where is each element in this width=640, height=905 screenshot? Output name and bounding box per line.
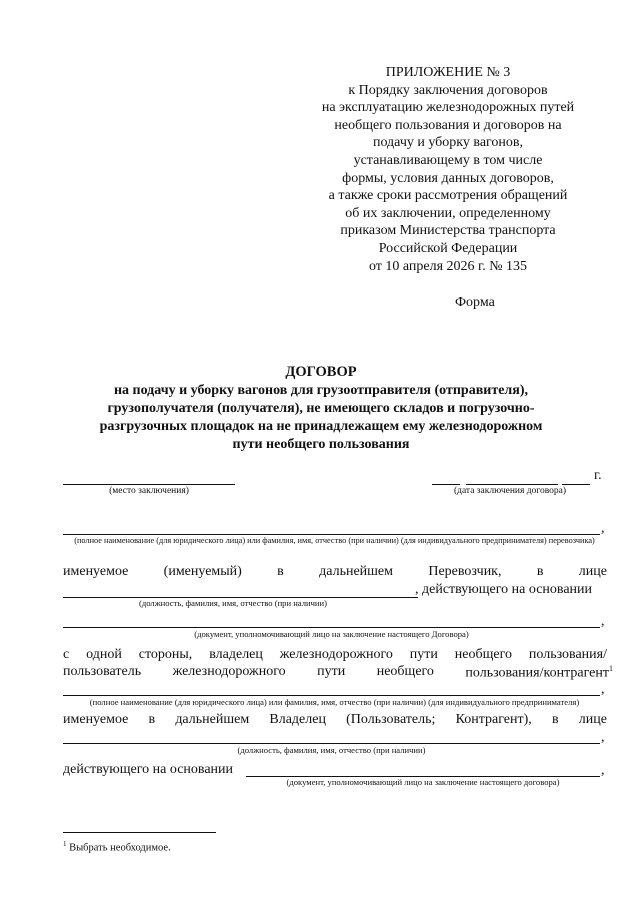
footnote-text: Выбрать необходимое.	[69, 842, 171, 854]
owner-line-2	[63, 664, 613, 682]
appendix-line: формы, условия данных договоров,	[342, 170, 554, 186]
owner-named-word: именуемое	[63, 712, 129, 727]
owner-line-1: с одной стороны, владелец железнодорожного пути необщего пользования/	[63, 647, 607, 662]
carrier-named-word: дальнейшем	[319, 564, 394, 579]
carrier-name-line	[63, 534, 600, 535]
footnote-ref: 1	[608, 664, 613, 673]
title-sub-line: пути необщего пользования	[232, 437, 410, 452]
owner-line-2-word: пути	[317, 664, 346, 679]
appendix-line: приказом Министерства транспорта	[340, 223, 556, 239]
date-caption: (дата заключения договора)	[453, 486, 567, 496]
carrier-document-comma: ,	[601, 614, 605, 629]
owner-position-comma: ,	[601, 730, 605, 745]
appendix-line: об их заключении, определенному	[345, 205, 551, 221]
document-title	[96, 362, 546, 454]
owner-named-word: в	[551, 712, 559, 727]
date-year-line	[562, 484, 590, 485]
appendix-line: от 10 апреля 2026 г. № 135	[368, 258, 528, 274]
appendix-line: на эксплуатацию железнодорожных путей	[321, 100, 575, 116]
date-day-line	[432, 484, 460, 485]
title-main: ДОГОВОР	[285, 364, 357, 380]
appendix-line: устанавливающему в том числе	[353, 152, 543, 168]
carrier-named-line	[63, 564, 607, 580]
owner-named-word: лице	[578, 712, 607, 727]
footnote-number: 1	[63, 840, 67, 848]
place-caption: (место заключения)	[109, 486, 189, 496]
owner-named-word: дальнейшем	[175, 712, 250, 727]
owner-name-comma: ,	[601, 682, 605, 697]
appendix-line: а также сроки рассмотрения обращений	[328, 188, 568, 204]
appendix-line: необщего пользования и договоров на	[334, 117, 562, 133]
carrier-position-caption: (должность, фамилия, имя, отчество (при наличии)	[139, 598, 327, 608]
owner-named-word: (Пользователь;	[346, 712, 436, 727]
carrier-named-word: именуемое	[63, 564, 129, 579]
place-field-line	[63, 484, 235, 485]
appendix-line: к Порядку заключения договоров	[348, 82, 548, 98]
form-label: Форма	[455, 295, 495, 310]
year-suffix: г.	[594, 468, 602, 483]
carrier-named-word: в	[277, 564, 284, 579]
carrier-name-caption: (полное наименование (для юридического лица) или фамилия, имя, отчество (при наличии) (для индивидуального предпринимателя) перевозчика)	[74, 536, 595, 545]
owner-document-comma: ,	[601, 763, 605, 778]
title-sub-line: грузополучателя (получателя), не имеющего складов и погрузочно-	[107, 401, 535, 416]
carrier-named-word: Перевозчик,	[428, 564, 502, 579]
owner-position-caption: (должность, фамилия, имя, отчество (при наличии)	[237, 745, 426, 755]
owner-acting-basis: действующего на основании	[63, 762, 234, 777]
owner-position-line	[63, 743, 600, 744]
owner-document-caption: (документ, уполномочивающий лицо на заключение настоящего договора)	[286, 777, 560, 787]
owner-line-2-word: необщего	[376, 664, 434, 679]
owner-named-word: Владелец	[269, 712, 326, 727]
owner-line-2-word: пользователь	[63, 664, 142, 679]
carrier-name-comma: ,	[601, 521, 605, 536]
carrier-document-caption: (документ, уполномочивающий лицо на заключение настоящего Договора)	[194, 629, 469, 639]
owner-line-2-word: железнодорожного	[172, 664, 286, 679]
footnote-divider	[63, 832, 216, 833]
appendix-line: Российской Федерации	[378, 240, 518, 256]
carrier-named-word: лице	[578, 564, 607, 579]
carrier-named-word: (именуемый)	[163, 564, 242, 579]
owner-name-caption: (полное наименование (для юридического лица) или фамилия, имя, отчество (при наличии) (для индивидуального предпринимателя)	[89, 697, 580, 707]
footnote	[63, 840, 171, 854]
carrier-document-line	[63, 627, 600, 628]
title-sub-line: разгрузочных площадок на не принадлежащем ему железнодорожном	[99, 419, 543, 434]
appendix-line: ПРИЛОЖЕНИЕ № 3	[385, 65, 511, 80]
date-month-line	[466, 484, 558, 485]
owner-name-line	[63, 695, 600, 696]
appendix-line: подачу и уборку вагонов,	[372, 135, 524, 151]
owner-line-2-word-with-ref	[465, 664, 613, 682]
title-sub-line: на подачу и уборку вагонов для грузоотправителя (отправителя),	[113, 383, 529, 398]
carrier-named-word: в	[536, 564, 544, 579]
appendix-header	[300, 64, 596, 275]
carrier-acting-basis: , действующего на основании	[415, 582, 593, 597]
owner-named-word: в	[148, 712, 156, 727]
owner-named-line	[63, 712, 607, 728]
owner-line-2-word: пользования/контрагент	[465, 665, 609, 681]
owner-named-word: Контрагент),	[455, 712, 532, 727]
